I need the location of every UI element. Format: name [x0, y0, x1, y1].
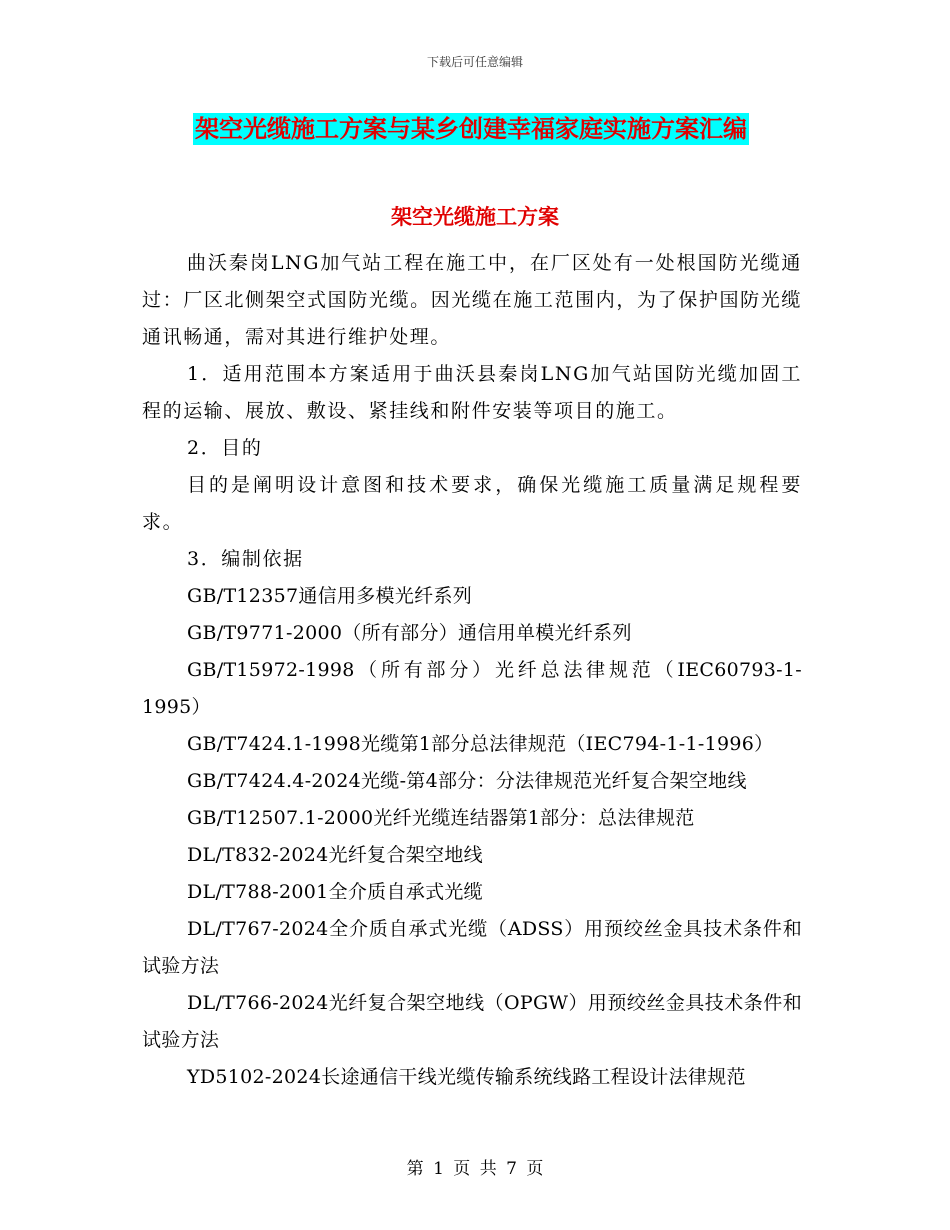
page-header-note: 下载后可任意编辑	[426, 55, 523, 69]
standard-reference: YD5102-2024长途通信干线光缆传输系统线路工程设计法律规范	[187, 1066, 746, 1088]
page-number-footer: 第 1 页 共 7 页	[406, 1159, 544, 1179]
body-paragraph: 3．编制依据	[187, 548, 304, 570]
standard-reference: GB/T7424.4-2024光缆-第4部分：分法律规范光纤复合架空地线	[187, 770, 747, 792]
standard-reference: DL/T767-2024全介质自承式光缆（ADSS）用预绞丝金具技术条件和试验方法	[142, 918, 802, 977]
standard-reference: DL/T832-2024光纤复合架空地线	[187, 844, 483, 866]
standard-reference: GB/T9771-2000（所有部分）通信用单模光纤系列	[187, 622, 632, 644]
standard-reference: GB/T7424.1-1998光缆第1部分总法律规范（IEC794-1-1-1996）	[187, 733, 774, 755]
standard-reference: GB/T15972-1998（所有部分）光纤总法律规范（IEC60793-1-1995）	[142, 659, 802, 718]
document-main-title: 架空光缆施工方案与某乡创建幸福家庭实施方案汇编	[195, 114, 747, 143]
body-paragraph: 1．适用范围本方案适用于曲沃县秦岗LNG加气站国防光缆加固工程的运输、展放、敷设、紧挂线和附件安装等项目的施工。	[142, 363, 802, 422]
body-paragraph: 曲沃秦岗LNG加气站工程在施工中，在厂区处有一处根国防光缆通过：厂区北侧架空式国防光缆。因光缆在施工范围内，为了保护国防光缆通讯畅通，需对其进行维护处理。	[142, 252, 802, 348]
body-paragraph: 2．目的	[187, 437, 263, 459]
standard-reference: DL/T766-2024光纤复合架空地线（OPGW）用预绞丝金具技术条件和试验方法	[142, 992, 802, 1051]
standard-reference: GB/T12357通信用多模光纤系列	[187, 585, 473, 607]
section-title: 架空光缆施工方案	[391, 204, 559, 229]
body-paragraph: 目的是阐明设计意图和技术要求，确保光缆施工质量满足规程要求。	[142, 474, 802, 533]
standard-reference: DL/T788-2001全介质自承式光缆	[187, 881, 483, 903]
standard-reference: GB/T12507.1-2000光纤光缆连结器第1部分：总法律规范	[187, 807, 695, 829]
document-body	[142, 245, 802, 1096]
